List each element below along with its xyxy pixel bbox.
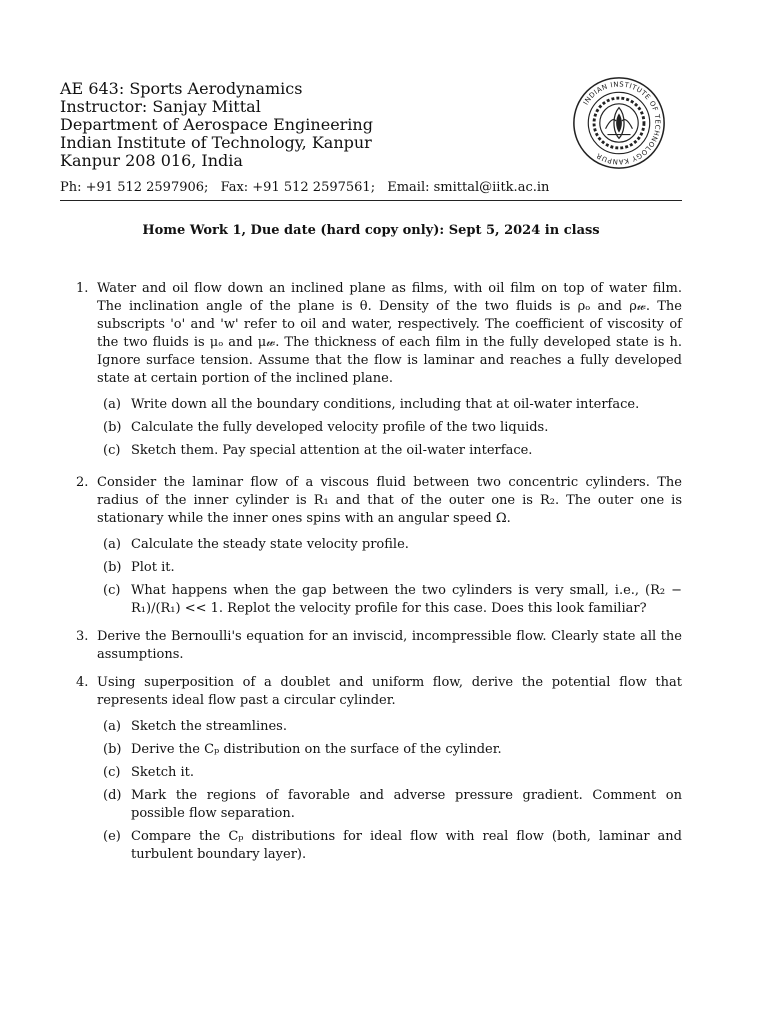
- email-address: Email: smittal@iitk.ac.in: [387, 180, 550, 195]
- question-item: [76, 474, 682, 618]
- question-text: Derive the Bernoulli's equation for an inviscid, incompressible flow. Clearly state all the assumptions.: [97, 629, 682, 662]
- question-number: 2.: [76, 475, 89, 490]
- part-text: Calculate the fully developed velocity profile of the two liquids.: [131, 420, 549, 435]
- question-part: [103, 442, 682, 460]
- assignment-title: Home Work 1, Due date (hard copy only): Sept 5, 2024 in class: [142, 223, 600, 238]
- part-label: (e): [103, 829, 121, 844]
- part-text: Plot it.: [131, 560, 175, 575]
- part-text: Derive the Cₚ distribution on the surface of the cylinder.: [131, 742, 502, 757]
- part-label: (a): [103, 719, 121, 734]
- address-line: Kanpur 208 016, India: [60, 151, 243, 170]
- question-part: [103, 559, 682, 577]
- question-part: [103, 536, 682, 554]
- part-text: Compare the Cₚ distributions for ideal flow with real flow (both, laminar and turbulent boundary layer).: [131, 829, 682, 862]
- course-title: AE 643: Sports Aerodynamics: [60, 79, 303, 98]
- part-label: (a): [103, 397, 121, 412]
- phone-number: Ph: +91 512 2597906;: [60, 180, 209, 195]
- question-number: 1.: [76, 281, 89, 296]
- part-text: Sketch the streamlines.: [131, 719, 287, 734]
- fax-number: Fax: +91 512 2597561;: [220, 180, 376, 195]
- part-label: (c): [103, 443, 121, 458]
- question-number: 4.: [76, 675, 89, 690]
- part-label: (d): [103, 788, 122, 803]
- contact-line: [60, 180, 555, 195]
- question-part: [103, 582, 682, 618]
- question-text: Water and oil flow down an inclined plane as films, with oil film on top of water film. The inclination angle of the plane is θ. Density of the two fluids is ρₒ and ρ𝓌. The subscripts 'o' and 'w' refer to oil and water, respectively. The coefficient of viscosity of the two fluids is μₒ and μ𝓌. The thickness of each film in the fully developed state is h. Ignore surface tension. Assume that the flow is laminar and reaches a fully developed state at certain portion of the inclined plane.: [97, 281, 682, 386]
- question-parts: [103, 718, 682, 864]
- question-text: Consider the laminar flow of a viscous fluid between two concentric cylinders. The radius of the inner cylinder is R₁ and that of the outer one is R₂. The outer one is stationary while the inner ones spins with an angular speed Ω.: [97, 475, 682, 526]
- part-label: (b): [103, 742, 122, 757]
- department-line: Department of Aerospace Engineering: [60, 115, 373, 134]
- part-text: What happens when the gap between the two cylinders is very small, i.e., (R₂ − R₁)/(R₁) << 1. Replot the velocity profile for this case. Does this look familiar?: [131, 583, 682, 616]
- question-parts: [103, 396, 682, 460]
- part-label: (b): [103, 420, 122, 435]
- question-part: [103, 828, 682, 864]
- question-part: [103, 396, 682, 414]
- instructor-line: Instructor: Sanjay Mittal: [60, 97, 261, 116]
- part-label: (c): [103, 765, 121, 780]
- part-text: Write down all the boundary conditions, including that at oil-water interface.: [131, 397, 640, 412]
- part-text: Sketch them. Pay special attention at the oil-water interface.: [131, 443, 533, 458]
- part-text: Sketch it.: [131, 765, 195, 780]
- part-label: (a): [103, 537, 121, 552]
- header-divider: [60, 200, 682, 201]
- question-text: Using superposition of a doublet and uniform flow, derive the potential flow that represents ideal flow past a circular cylinder.: [97, 675, 682, 708]
- question-number: 3.: [76, 629, 89, 644]
- question-parts: [103, 536, 682, 618]
- question-part: [103, 419, 682, 437]
- part-label: (c): [103, 583, 121, 598]
- question-part: [103, 718, 682, 736]
- question-part: [103, 764, 682, 782]
- question-item: [76, 674, 682, 864]
- part-text: Mark the regions of favorable and adverse pressure gradient. Comment on possible flow separation.: [131, 788, 682, 821]
- logo-ring-text: INDIAN INSTITUTE OF TECHNOLOGY KANPUR: [581, 80, 662, 166]
- question-list: [76, 280, 682, 869]
- part-label: (b): [103, 560, 122, 575]
- part-text: Calculate the steady state velocity profile.: [131, 537, 409, 552]
- institute-line: Indian Institute of Technology, Kanpur: [60, 133, 372, 152]
- question-part: [103, 741, 682, 759]
- question-item: [76, 628, 682, 664]
- question-item: [76, 280, 682, 460]
- course-header: [60, 80, 560, 170]
- iitk-logo-seal: [571, 75, 667, 171]
- question-part: [103, 787, 682, 823]
